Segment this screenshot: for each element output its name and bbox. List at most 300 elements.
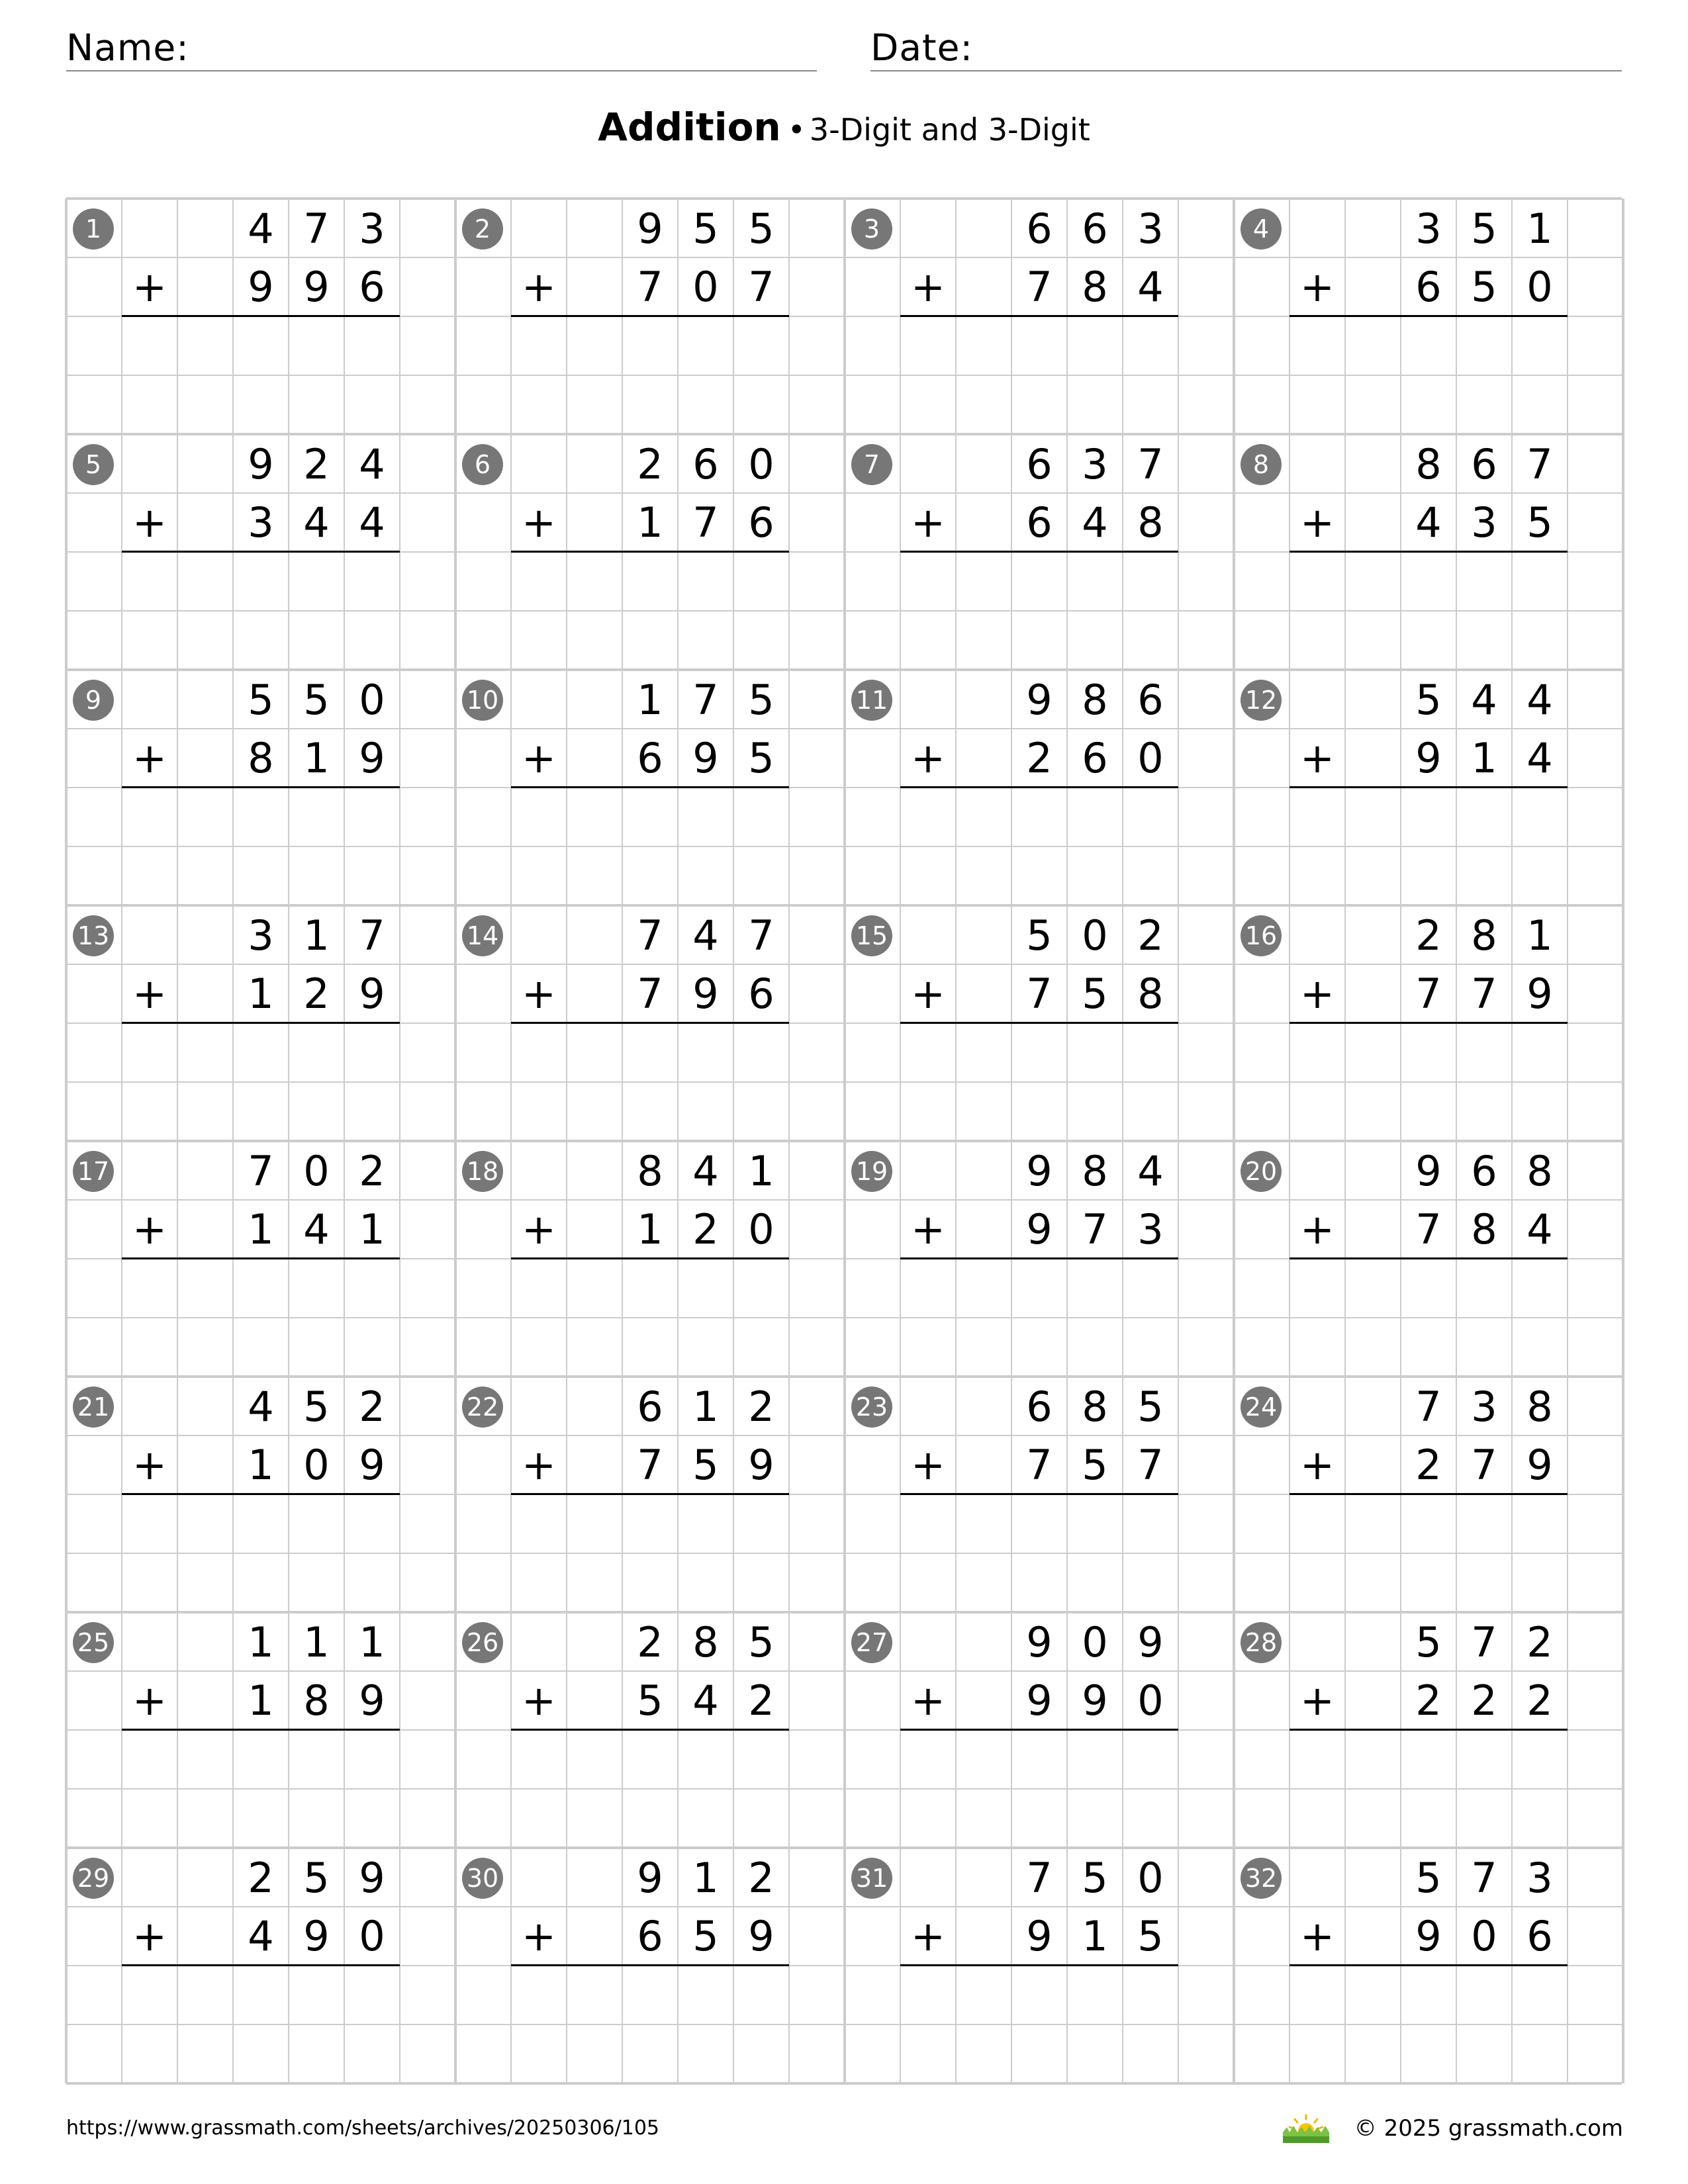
addend-bottom-digit: 1 — [1471, 734, 1497, 782]
addend-top-digit: 2 — [748, 1383, 774, 1431]
addend-bottom-digit: 7 — [1026, 1441, 1053, 1489]
addend-top-digit: 8 — [1082, 1147, 1108, 1195]
addend-bottom-digit: 9 — [748, 1912, 774, 1960]
addend-top-digit: 2 — [303, 440, 330, 488]
problem-number-badge: 4 — [1241, 208, 1282, 250]
addend-top-digit: 8 — [1082, 676, 1108, 724]
addend-top-digit: 1 — [248, 1618, 274, 1666]
addend-top-digit: 3 — [248, 911, 274, 960]
problem-6 — [455, 434, 845, 670]
addend-bottom-digit: 2 — [303, 970, 330, 1018]
addend-top-digit: 7 — [1026, 1854, 1053, 1902]
addend-top-digit: 7 — [1471, 1618, 1497, 1666]
problem-number-badge: 32 — [1241, 1858, 1282, 1899]
problem-number-badge: 16 — [1241, 915, 1282, 956]
answer-line — [1289, 1493, 1568, 1495]
answer-line — [122, 1964, 400, 1966]
addend-bottom-digit: 4 — [248, 1912, 274, 1960]
problem-number-badge: 18 — [462, 1151, 503, 1192]
addend-top-digit: 3 — [1137, 205, 1164, 253]
addend-bottom-digit: 8 — [1137, 498, 1164, 547]
plus-sign: + — [1300, 498, 1335, 547]
addend-bottom-digit: 6 — [1526, 1912, 1553, 1960]
problem-28 — [1234, 1612, 1623, 1848]
addend-bottom-digit: 9 — [359, 970, 385, 1018]
addend-bottom-digit: 9 — [692, 734, 719, 782]
answer-line — [900, 1964, 1178, 1966]
addend-top-digit: 4 — [248, 1383, 274, 1431]
problem-30 — [455, 1848, 845, 2083]
answer-line — [122, 1022, 400, 1024]
addend-bottom-digit: 0 — [1526, 263, 1553, 311]
addend-top-digit: 8 — [1526, 1147, 1553, 1195]
addend-bottom-digit: 9 — [1526, 970, 1553, 1018]
addend-top-digit: 5 — [303, 676, 330, 724]
addend-bottom-digit: 7 — [1415, 1205, 1442, 1253]
addend-bottom-digit: 7 — [1026, 263, 1053, 311]
addend-bottom-digit: 8 — [1471, 1205, 1497, 1253]
addend-bottom-digit: 8 — [248, 734, 274, 782]
answer-line — [511, 315, 789, 317]
plus-sign: + — [132, 734, 167, 782]
addend-bottom-digit: 9 — [748, 1441, 774, 1489]
answer-line — [122, 1729, 400, 1731]
addend-top-digit: 5 — [692, 205, 719, 253]
addend-top-digit: 5 — [748, 205, 774, 253]
problem-number-badge: 15 — [851, 915, 892, 956]
plus-sign: + — [522, 1912, 556, 1960]
addend-bottom-digit: 9 — [359, 734, 385, 782]
addend-bottom-digit: 9 — [303, 1912, 330, 1960]
problem-2 — [455, 199, 845, 434]
answer-line — [1289, 1964, 1568, 1966]
problem-7 — [845, 434, 1234, 670]
addend-bottom-digit: 9 — [359, 1441, 385, 1489]
addend-bottom-digit: 7 — [637, 970, 663, 1018]
problem-number-badge: 20 — [1241, 1151, 1282, 1192]
problem-9 — [66, 670, 455, 905]
problem-number-badge: 7 — [851, 444, 892, 485]
addend-bottom-digit: 6 — [1415, 263, 1442, 311]
addend-bottom-digit: 2 — [1415, 1441, 1442, 1489]
problem-22 — [455, 1377, 845, 1612]
title-bullet: • — [787, 112, 806, 148]
plus-sign: + — [911, 1676, 945, 1725]
addend-bottom-digit: 2 — [1526, 1676, 1553, 1725]
answer-line — [122, 786, 400, 788]
plus-sign: + — [1300, 1441, 1335, 1489]
addend-top-digit: 5 — [748, 1618, 774, 1666]
addend-top-digit: 1 — [359, 1618, 385, 1666]
plus-sign: + — [1300, 1205, 1335, 1253]
addend-bottom-digit: 4 — [359, 498, 385, 547]
problem-number-badge: 5 — [73, 444, 114, 485]
plus-sign: + — [132, 263, 167, 311]
addend-bottom-digit: 4 — [1082, 498, 1108, 547]
addend-top-digit: 8 — [692, 1618, 719, 1666]
addend-bottom-digit: 5 — [1082, 970, 1108, 1018]
addend-bottom-digit: 3 — [248, 498, 274, 547]
plus-sign: + — [132, 1912, 167, 1960]
addend-bottom-digit: 6 — [1026, 498, 1053, 547]
problem-23 — [845, 1377, 1234, 1612]
problem-number-badge: 25 — [73, 1622, 114, 1663]
addend-top-digit: 5 — [248, 676, 274, 724]
addend-top-digit: 4 — [248, 205, 274, 253]
plus-sign: + — [522, 1441, 556, 1489]
addend-bottom-digit: 5 — [1526, 498, 1553, 547]
answer-line — [1289, 1022, 1568, 1024]
problem-number-badge: 17 — [73, 1151, 114, 1192]
addend-top-digit: 5 — [1471, 205, 1497, 253]
addend-bottom-digit: 8 — [1137, 970, 1164, 1018]
problem-13 — [66, 905, 455, 1141]
addend-top-digit: 3 — [1415, 205, 1442, 253]
problem-15 — [845, 905, 1234, 1141]
plus-sign: + — [522, 970, 556, 1018]
answer-line — [511, 1022, 789, 1024]
addend-bottom-digit: 2 — [692, 1205, 719, 1253]
problem-29 — [66, 1848, 455, 2083]
problem-number-badge: 10 — [462, 680, 503, 721]
answer-line — [1289, 551, 1568, 553]
addend-bottom-digit: 7 — [692, 498, 719, 547]
addend-bottom-digit: 7 — [748, 263, 774, 311]
problem-19 — [845, 1141, 1234, 1377]
addend-top-digit: 7 — [748, 911, 774, 960]
addend-top-digit: 6 — [637, 1383, 663, 1431]
addend-bottom-digit: 2 — [748, 1676, 774, 1725]
problem-number-badge: 30 — [462, 1858, 503, 1899]
plus-sign: + — [1300, 263, 1335, 311]
problem-5 — [66, 434, 455, 670]
addend-top-digit: 0 — [1082, 1618, 1108, 1666]
addend-bottom-digit: 7 — [637, 1441, 663, 1489]
addend-top-digit: 7 — [1471, 1854, 1497, 1902]
addend-top-digit: 5 — [1415, 1854, 1442, 1902]
addend-bottom-digit: 4 — [303, 1205, 330, 1253]
problem-number-badge: 9 — [73, 680, 114, 721]
addend-top-digit: 6 — [1082, 205, 1108, 253]
addend-top-digit: 6 — [1026, 1383, 1053, 1431]
addend-bottom-digit: 7 — [1137, 1441, 1164, 1489]
addend-bottom-digit: 9 — [248, 263, 274, 311]
plus-sign: + — [132, 1205, 167, 1253]
addend-top-digit: 4 — [359, 440, 385, 488]
addend-top-digit: 7 — [1526, 440, 1553, 488]
addend-bottom-digit: 5 — [692, 1441, 719, 1489]
addend-top-digit: 5 — [1082, 1854, 1108, 1902]
addend-bottom-digit: 9 — [1415, 734, 1442, 782]
answer-line — [900, 786, 1178, 788]
addend-top-digit: 4 — [1471, 676, 1497, 724]
footer-copyright-block — [1282, 2113, 1623, 2144]
addend-top-digit: 8 — [1082, 1383, 1108, 1431]
plus-sign: + — [1300, 1676, 1335, 1725]
plus-sign: + — [911, 970, 945, 1018]
addend-bottom-digit: 5 — [748, 734, 774, 782]
addend-bottom-digit: 5 — [1082, 1441, 1108, 1489]
plus-sign: + — [1300, 734, 1335, 782]
problem-17 — [66, 1141, 455, 1377]
plus-sign: + — [911, 1441, 945, 1489]
name-label: Name: — [66, 26, 189, 69]
addend-bottom-digit: 4 — [303, 498, 330, 547]
problem-number-badge: 21 — [73, 1387, 114, 1428]
answer-line — [122, 551, 400, 553]
addend-top-digit: 9 — [637, 205, 663, 253]
answer-line — [1289, 1257, 1568, 1259]
addend-top-digit: 2 — [637, 440, 663, 488]
addend-top-digit: 2 — [359, 1147, 385, 1195]
answer-line — [900, 1257, 1178, 1259]
answer-line — [122, 1257, 400, 1259]
addend-bottom-digit: 4 — [692, 1676, 719, 1725]
addend-bottom-digit: 9 — [1415, 1912, 1442, 1960]
addend-bottom-digit: 4 — [1526, 734, 1553, 782]
plus-sign: + — [911, 1205, 945, 1253]
addend-top-digit: 3 — [1526, 1854, 1553, 1902]
addend-bottom-digit: 0 — [359, 1912, 385, 1960]
addend-bottom-digit: 1 — [248, 970, 274, 1018]
plus-sign: + — [911, 1912, 945, 1960]
plus-sign: + — [911, 498, 945, 547]
plus-sign: + — [522, 734, 556, 782]
problem-number-badge: 3 — [851, 208, 892, 250]
addend-bottom-digit: 1 — [637, 1205, 663, 1253]
addend-top-digit: 9 — [359, 1854, 385, 1902]
addend-bottom-digit: 2 — [1471, 1676, 1497, 1725]
addend-top-digit: 1 — [748, 1147, 774, 1195]
plus-sign: + — [522, 1205, 556, 1253]
addend-bottom-digit: 0 — [303, 1441, 330, 1489]
addend-bottom-digit: 5 — [692, 1912, 719, 1960]
addend-bottom-digit: 1 — [1082, 1912, 1108, 1960]
answer-line — [122, 1493, 400, 1495]
addend-bottom-digit: 7 — [1471, 1441, 1497, 1489]
problem-number-badge: 29 — [73, 1858, 114, 1899]
addend-top-digit: 1 — [637, 676, 663, 724]
addend-bottom-digit: 8 — [303, 1676, 330, 1725]
addend-top-digit: 6 — [1471, 1147, 1497, 1195]
addend-top-digit: 1 — [1526, 911, 1553, 960]
addend-bottom-digit: 9 — [359, 1676, 385, 1725]
addend-top-digit: 7 — [692, 676, 719, 724]
plus-sign: + — [522, 498, 556, 547]
addend-top-digit: 9 — [248, 440, 274, 488]
title-subtitle: 3-Digit and 3-Digit — [809, 112, 1090, 148]
answer-line — [511, 1729, 789, 1731]
answer-line — [900, 315, 1178, 317]
problem-number-badge: 26 — [462, 1622, 503, 1663]
problem-number-badge: 14 — [462, 915, 503, 956]
problem-number-badge: 23 — [851, 1387, 892, 1428]
problem-number-badge: 8 — [1241, 444, 1282, 485]
problem-number-badge: 1 — [73, 208, 114, 250]
addend-bottom-digit: 1 — [248, 1676, 274, 1725]
addend-top-digit: 5 — [1137, 1383, 1164, 1431]
problem-3 — [845, 199, 1234, 434]
plus-sign: + — [132, 498, 167, 547]
footer-copyright: © 2025 grassmath.com — [1354, 2115, 1623, 2142]
problem-1 — [66, 199, 455, 434]
addend-top-digit: 5 — [303, 1854, 330, 1902]
addend-bottom-digit: 0 — [1137, 1676, 1164, 1725]
answer-line — [900, 551, 1178, 553]
addend-bottom-digit: 5 — [1137, 1912, 1164, 1960]
addend-bottom-digit: 9 — [1526, 1441, 1553, 1489]
answer-line — [1289, 786, 1568, 788]
problem-number-badge: 13 — [73, 915, 114, 956]
addend-top-digit: 7 — [1137, 440, 1164, 488]
addend-bottom-digit: 9 — [1026, 1676, 1053, 1725]
addend-top-digit: 4 — [1137, 1147, 1164, 1195]
addend-top-digit: 9 — [1026, 1147, 1053, 1195]
addend-bottom-digit: 7 — [1471, 970, 1497, 1018]
problem-14 — [455, 905, 845, 1141]
addend-top-digit: 0 — [748, 440, 774, 488]
problem-25 — [66, 1612, 455, 1848]
problem-12 — [1234, 670, 1623, 905]
addend-top-digit: 2 — [748, 1854, 774, 1902]
addend-bottom-digit: 7 — [1082, 1205, 1108, 1253]
addend-top-digit: 6 — [1471, 440, 1497, 488]
addend-top-digit: 5 — [303, 1383, 330, 1431]
addend-bottom-digit: 0 — [1471, 1912, 1497, 1960]
problem-number-badge: 27 — [851, 1622, 892, 1663]
addend-top-digit: 0 — [303, 1147, 330, 1195]
addend-bottom-digit: 1 — [248, 1441, 274, 1489]
problem-11 — [845, 670, 1234, 905]
addend-bottom-digit: 6 — [1082, 734, 1108, 782]
problem-number-badge: 19 — [851, 1151, 892, 1192]
addend-bottom-digit: 4 — [1415, 498, 1442, 547]
addend-top-digit: 0 — [1137, 1854, 1164, 1902]
addend-top-digit: 4 — [692, 911, 719, 960]
addend-top-digit: 1 — [1526, 205, 1553, 253]
addend-bottom-digit: 8 — [1082, 263, 1108, 311]
addend-bottom-digit: 6 — [637, 1912, 663, 1960]
addend-top-digit: 9 — [637, 1854, 663, 1902]
addend-top-digit: 2 — [1415, 911, 1442, 960]
addend-bottom-digit: 4 — [1526, 1205, 1553, 1253]
addend-top-digit: 6 — [692, 440, 719, 488]
addend-top-digit: 7 — [637, 911, 663, 960]
problem-31 — [845, 1848, 1234, 2083]
addend-top-digit: 8 — [637, 1147, 663, 1195]
addend-bottom-digit: 0 — [1137, 734, 1164, 782]
addend-top-digit: 5 — [1026, 911, 1053, 960]
problem-8 — [1234, 434, 1623, 670]
problem-16 — [1234, 905, 1623, 1141]
addend-bottom-digit: 2 — [1026, 734, 1053, 782]
problem-number-badge: 28 — [1241, 1622, 1282, 1663]
problem-24 — [1234, 1377, 1623, 1612]
problem-number-badge: 22 — [462, 1387, 503, 1428]
problem-26 — [455, 1612, 845, 1848]
addend-top-digit: 3 — [1471, 1383, 1497, 1431]
addend-top-digit: 8 — [1526, 1383, 1553, 1431]
addend-top-digit: 5 — [1415, 676, 1442, 724]
problem-18 — [455, 1141, 845, 1377]
answer-line — [511, 1964, 789, 1966]
answer-line — [900, 1493, 1178, 1495]
answer-line — [1289, 315, 1568, 317]
plus-sign: + — [132, 1676, 167, 1725]
plus-sign: + — [911, 263, 945, 311]
addend-bottom-digit: 6 — [637, 734, 663, 782]
addend-top-digit: 9 — [1137, 1618, 1164, 1666]
addend-top-digit: 3 — [1082, 440, 1108, 488]
addend-top-digit: 9 — [1026, 1618, 1053, 1666]
answer-line — [900, 1729, 1178, 1731]
problem-10 — [455, 670, 845, 905]
addend-top-digit: 8 — [1415, 440, 1442, 488]
addend-bottom-digit: 2 — [1415, 1676, 1442, 1725]
addend-bottom-digit: 7 — [637, 263, 663, 311]
addend-top-digit: 7 — [303, 205, 330, 253]
plus-sign: + — [132, 1441, 167, 1489]
addend-bottom-digit: 9 — [692, 970, 719, 1018]
addend-bottom-digit: 7 — [1026, 970, 1053, 1018]
addend-bottom-digit: 1 — [359, 1205, 385, 1253]
addend-top-digit: 3 — [359, 205, 385, 253]
answer-line — [1289, 1729, 1568, 1731]
plus-sign: + — [522, 263, 556, 311]
answer-line — [900, 1022, 1178, 1024]
answer-line — [511, 551, 789, 553]
title-main: Addition — [598, 105, 781, 150]
plus-sign: + — [911, 734, 945, 782]
addend-bottom-digit: 9 — [1026, 1912, 1053, 1960]
addend-top-digit: 9 — [1026, 676, 1053, 724]
addend-bottom-digit: 9 — [1082, 1676, 1108, 1725]
addend-bottom-digit: 5 — [1471, 263, 1497, 311]
problem-20 — [1234, 1141, 1623, 1377]
addend-bottom-digit: 3 — [1137, 1205, 1164, 1253]
addend-bottom-digit: 9 — [303, 263, 330, 311]
addend-top-digit: 0 — [359, 676, 385, 724]
addend-top-digit: 0 — [1082, 911, 1108, 960]
addend-top-digit: 7 — [248, 1147, 274, 1195]
addend-top-digit: 6 — [1137, 676, 1164, 724]
addend-bottom-digit: 5 — [637, 1676, 663, 1725]
addend-top-digit: 6 — [1026, 440, 1053, 488]
addend-top-digit: 5 — [1415, 1618, 1442, 1666]
addend-bottom-digit: 9 — [1026, 1205, 1053, 1253]
plus-sign: + — [1300, 1912, 1335, 1960]
addend-top-digit: 6 — [1026, 205, 1053, 253]
problem-number-badge: 31 — [851, 1858, 892, 1899]
addend-bottom-digit: 1 — [248, 1205, 274, 1253]
problem-number-badge: 6 — [462, 444, 503, 485]
addend-top-digit: 7 — [1415, 1383, 1442, 1431]
grass-sun-logo-icon — [1282, 2113, 1331, 2144]
addend-top-digit: 1 — [303, 911, 330, 960]
addend-top-digit: 1 — [692, 1383, 719, 1431]
answer-line — [511, 786, 789, 788]
addend-bottom-digit: 6 — [359, 263, 385, 311]
addend-top-digit: 2 — [637, 1618, 663, 1666]
answer-line — [122, 315, 400, 317]
addend-bottom-digit: 4 — [1137, 263, 1164, 311]
addend-top-digit: 2 — [248, 1854, 274, 1902]
problem-21 — [66, 1377, 455, 1612]
problem-number-badge: 2 — [462, 208, 503, 250]
addend-bottom-digit: 3 — [1471, 498, 1497, 547]
addend-top-digit: 9 — [1415, 1147, 1442, 1195]
addend-bottom-digit: 6 — [748, 498, 774, 547]
